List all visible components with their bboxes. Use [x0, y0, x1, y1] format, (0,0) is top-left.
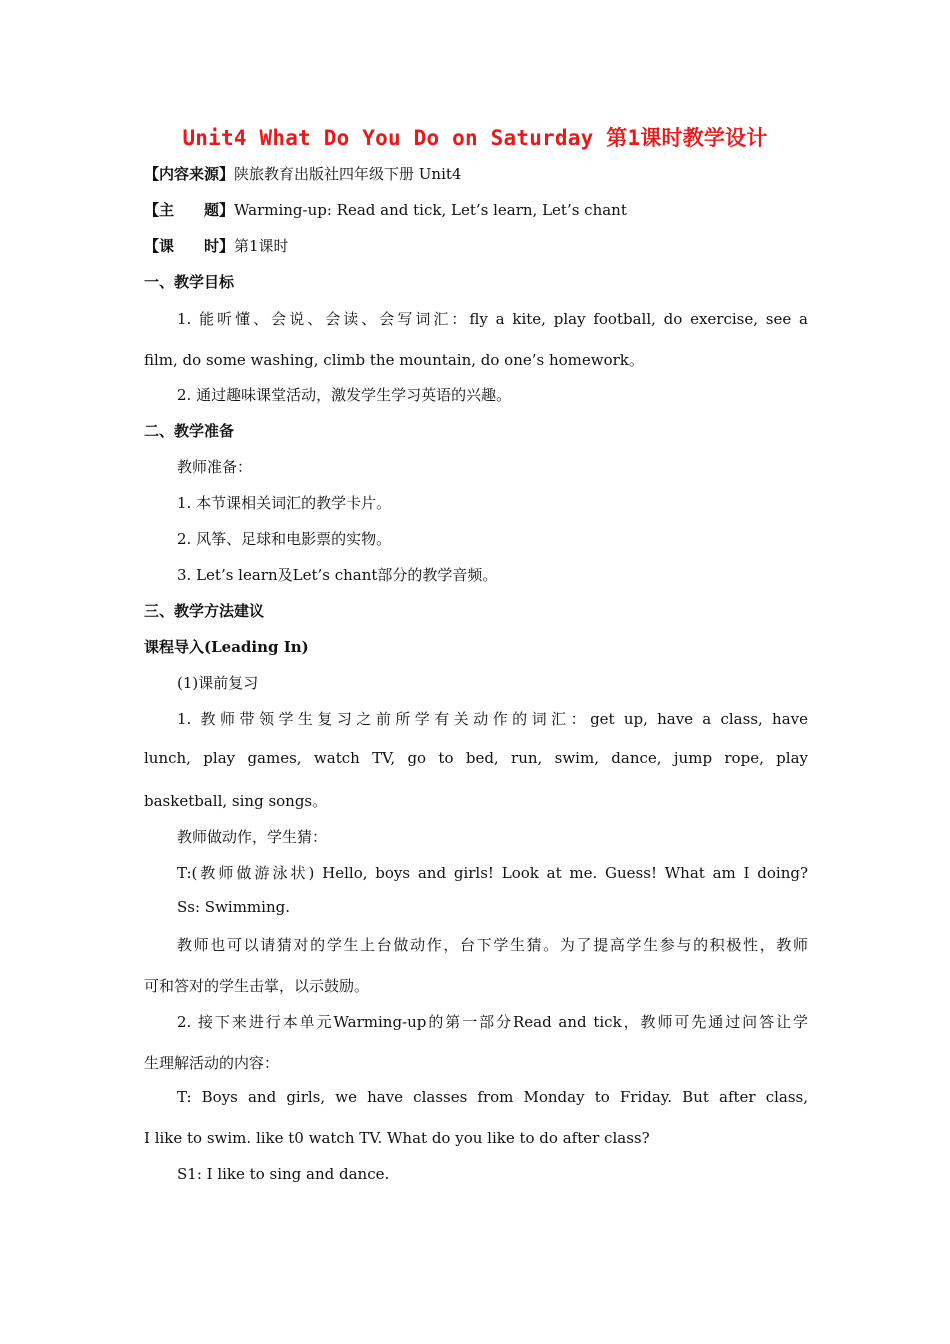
goal-1-line-2: film, do some washing, climb the mountain, do one’s homework。: [144, 351, 644, 369]
review-2-line-2: 生理解活动的内容：: [144, 1054, 280, 1072]
meta-source-value: 陕旅教育出版社四年级下册 Unit4: [234, 165, 462, 183]
review-label: (1)课前复习: [177, 674, 259, 692]
prep-teacher-label: 教师准备：: [177, 458, 253, 476]
meta-topic: [144, 199, 808, 220]
review-2-line-1: 2. 接下来进行本单元Warming-up的第一部分Read and tick，教师可先通过问答让学: [177, 1013, 808, 1031]
meta-topic-value: Warming-up: Read and tick, Let’s learn, Let’s chant: [234, 201, 627, 219]
dialog-teacher-1: T:(教师做游泳状) Hello, boys and girls! Look at me. Guess! What am I doing?: [177, 864, 808, 882]
activity-guess: 教师做动作，学生猜：: [177, 828, 328, 846]
note-line-1: 教师也可以请猜对的学生上台做动作，台下学生猜。为了提高学生参与的积极性，教师: [177, 936, 808, 954]
dialog-students-1: Ss: Swimming.: [177, 898, 290, 916]
section-heading-prep: 二、教学准备: [144, 422, 235, 440]
goal-1-line-1: 1. 能听懂、会说、会读、会写词汇：fly a kite, play football, do exercise, see a: [177, 310, 808, 328]
prep-item-2: 2. 风筝、足球和电影票的实物。: [177, 530, 392, 548]
section-heading-goals: 一、教学目标: [144, 273, 235, 291]
meta-period: [144, 235, 808, 256]
dialog-student-1: S1: I like to sing and dance.: [177, 1165, 390, 1183]
review-1-line-2: lunch, play games, watch TV, go to bed, run, swim, dance, jump rope, play: [144, 749, 808, 767]
meta-source: [144, 163, 808, 184]
section-heading-method: 三、教学方法建议: [144, 602, 265, 620]
goal-2: 2. 通过趣味课堂活动，激发学生学习英语的兴趣。: [177, 386, 512, 404]
meta-period-value: 第1课时: [234, 237, 289, 255]
meta-period-label: 【课 时】: [144, 237, 235, 255]
prep-item-1: 1. 本节课相关词汇的教学卡片。: [177, 494, 392, 512]
leadin-heading: 课程导入(Leading In): [144, 638, 309, 656]
dialog-teacher-2-line-1: T: Boys and girls, we have classes from Monday to Friday. But after class,: [177, 1088, 808, 1106]
dialog-teacher-2-line-2: I like to swim. like t0 watch TV. What do you like to do after class?: [144, 1129, 650, 1147]
prep-item-3: 3. Let’s learn及Let’s chant部分的教学音频。: [177, 566, 498, 584]
review-1-line-3: basketball, sing songs。: [144, 792, 328, 810]
review-1-line-1: 1. 教师带领学生复习之前所学有关动作的词汇：get up, have a class, have: [177, 710, 808, 728]
meta-source-label: 【内容来源】: [144, 165, 235, 183]
note-line-2: 可和答对的学生击掌，以示鼓励。: [144, 977, 370, 995]
meta-topic-label: 【主 题】: [144, 201, 235, 219]
document-title: Unit4 What Do You Do on Saturday 第1课时教学设计: [182, 126, 768, 150]
